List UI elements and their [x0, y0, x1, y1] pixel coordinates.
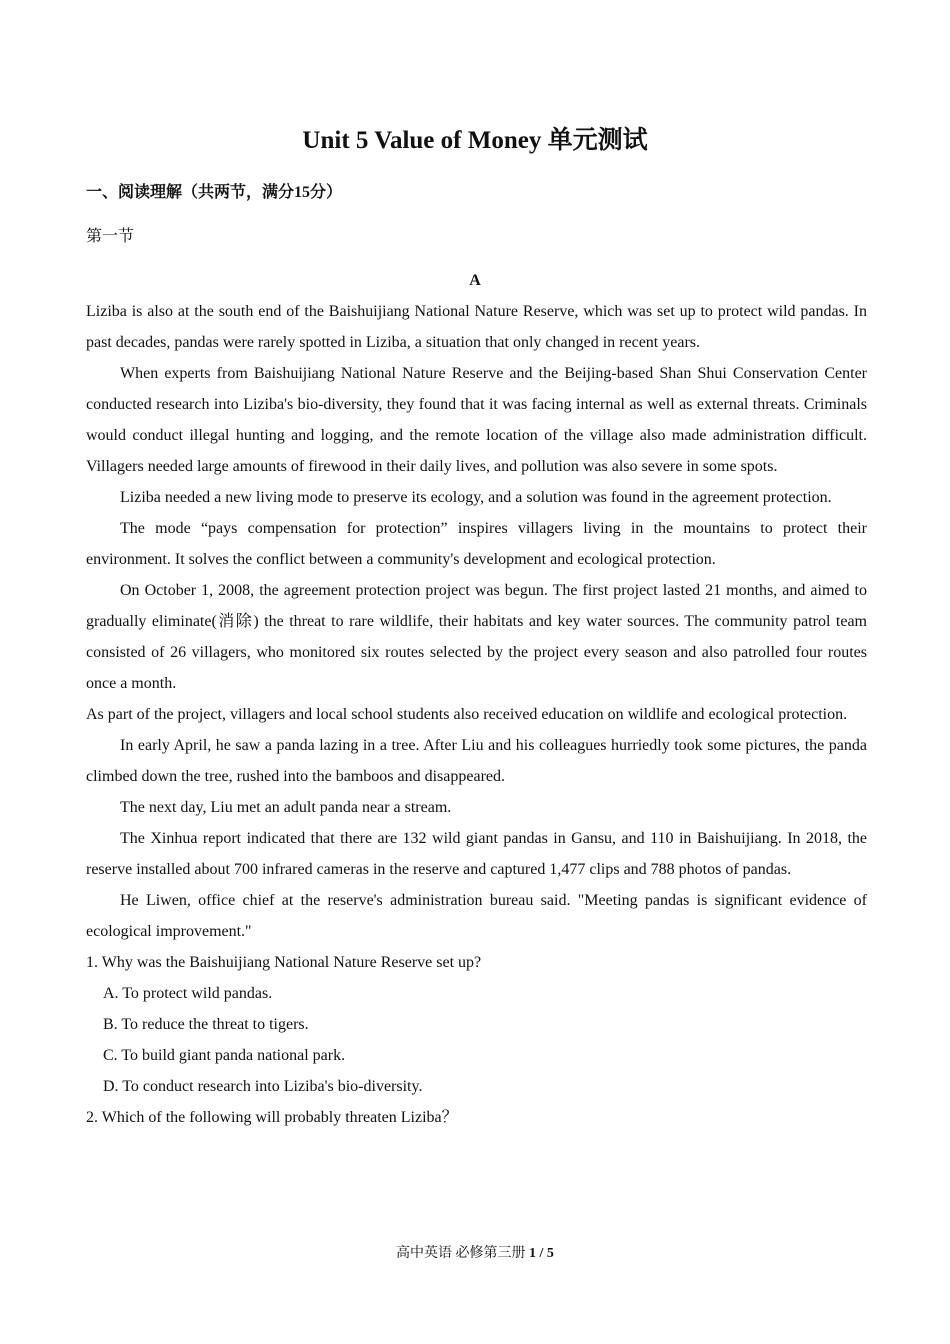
paragraph: On October 1, 2008, the agreement protection project was begun. The first project lasted 21 months, and aimed to gradually eliminate(消除) the threat to rare wildlife, their habitats and key water sources. The community patrol team consisted of 26 villagers, who monitored six routes selected by the project every season and also patrolled four routes once a month. [86, 582, 867, 692]
section-heading: 一、阅读理解（共两节，满分15分） [86, 184, 343, 201]
paragraph: Liziba is also at the south end of the Baishuijiang National Nature Reserve, which was set up to protect wild pandas. In past decades, pandas were rarely spotted in Liziba, a situation that only changed in recent years. [86, 303, 867, 351]
paragraph: In early April, he saw a panda lazing in a tree. After Liu and his colleagues hurriedly took some pictures, the panda climbed down the tree, rushed into the bamboos and disappeared. [86, 737, 867, 785]
answer-option: A. To protect wild pandas. [103, 985, 273, 1002]
footer-course: 高中英语 必修第三册 [396, 1246, 526, 1261]
answer-option: D. To conduct research into Liziba's bio-diversity. [103, 1078, 423, 1095]
paragraph: Liziba needed a new living mode to preserve its ecology, and a solution was found in the agreement protection. [120, 489, 832, 506]
page-number: 1 / 5 [529, 1246, 554, 1261]
question-stem: 1. Why was the Baishuijiang National Nature Reserve set up? [86, 954, 482, 971]
paragraph: The Xinhua report indicated that there are 132 wild giant pandas in Gansu, and 110 in Baishuijiang. In 2018, the reserve installed about 700 infrared cameras in the reserve and captured 1,477 clips and 788 photos of pandas. [86, 830, 867, 878]
page-footer [0, 1244, 950, 1264]
subsection-heading: 第一节 [86, 228, 135, 245]
paragraph: When experts from Baishuijiang National Nature Reserve and the Beijing-based Shan Shui Conservation Center conducted research into Liziba's bio-diversity, they found that it was facing internal as well as external threats. Criminals would conduct illegal hunting and logging, and the remote location of the village also made administration difficult. Villagers needed large amounts of firewood in their daily lives, and pollution was also severe in some spots. [86, 365, 867, 475]
question-stem: 2. Which of the following will probably threaten Liziba？ [86, 1109, 458, 1126]
answer-option: C. To build giant panda national park. [103, 1047, 346, 1064]
paragraph: He Liwen, office chief at the reserve's administration bureau said. "Meeting pandas is significant evidence of ecological improvement." [86, 892, 867, 940]
passage-body [86, 296, 867, 1133]
paragraph: As part of the project, villagers and local school students also received education on wildlife and ecological protection. [86, 706, 848, 723]
paragraph: The mode “pays compensation for protection” inspires villagers living in the mountains to protect their environment. It solves the conflict between a community's development and ecological protection. [86, 520, 867, 568]
answer-option: B. To reduce the threat to tigers. [103, 1016, 309, 1033]
paragraph: The next day, Liu met an adult panda near a stream. [120, 799, 452, 816]
document-title: Unit 5 Value of Money 单元测试 [302, 127, 648, 154]
passage-label: A [469, 272, 481, 289]
